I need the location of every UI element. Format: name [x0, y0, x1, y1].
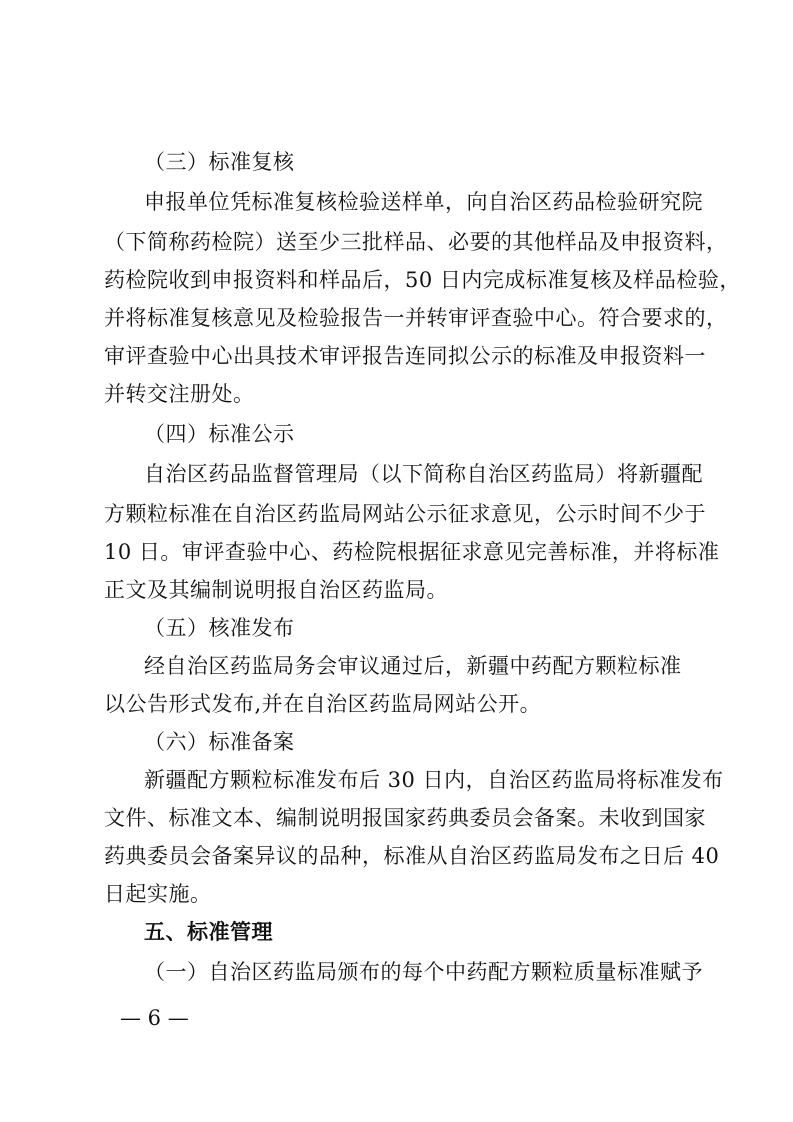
page-number: — 6 — — [120, 1006, 189, 1030]
paragraph-line: 审评查验中心出具技术审评报告连同拟公示的标准及申报资料一 — [104, 344, 706, 368]
paragraph-line: （一）自治区药监局颁布的每个中药配方颗粒质量标准赋予 — [144, 960, 703, 984]
section-heading-four: （四）标准公示 — [144, 422, 295, 446]
paragraph-line: 并将标准复核意见及检验报告一并转审评查验中心。符合要求的， — [104, 306, 728, 330]
paragraph-line: 以公告形式发布,并在自治区药监局网站公开。 — [104, 692, 542, 716]
paragraph-line: 药检院收到申报资料和样品后，50 日内完成标准复核及样品检验， — [104, 268, 741, 292]
paragraph-line: 正文及其编制说明报自治区药监局。 — [104, 578, 448, 602]
paragraph-line: 申报单位凭标准复核检验送样单，向自治区药品检验研究院 — [144, 190, 703, 214]
paragraph-line: 经自治区药监局务会审议通过后，新疆中药配方颗粒标准 — [144, 654, 682, 678]
paragraph-line: 日起实施。 — [104, 882, 212, 906]
paragraph-line: 药典委员会备案异议的品种，标准从自治区药监局发布之日后 40 — [104, 844, 720, 868]
section-heading-six: （六）标准备案 — [144, 730, 295, 754]
section-heading-three: （三）标准复核 — [144, 150, 295, 174]
section-heading-five: （五）核准发布 — [144, 616, 295, 640]
paragraph-line: 并转交注册处。 — [104, 382, 255, 406]
paragraph-line: 文件、标准文本、编制说明报国家药典委员会备案。未收到国家 — [104, 806, 706, 830]
chapter-heading: 五、标准管理 — [144, 920, 273, 944]
paragraph-line: 10 日。审评查验中心、药检院根据征求意见完善标准，并将标准 — [104, 540, 720, 564]
paragraph-line: 自治区药品监督管理局（以下简称自治区药监局）将新疆配 — [144, 462, 703, 486]
paragraph-line: （下简称药检院）送至少三批样品、必要的其他样品及申报资料， — [104, 230, 728, 254]
paragraph-line: 方颗粒标准在自治区药监局网站公示征求意见，公示时间不少于 — [104, 502, 706, 526]
paragraph-line: 新疆配方颗粒标准发布后 30 日内，自治区药监局将标准发布 — [144, 768, 724, 792]
